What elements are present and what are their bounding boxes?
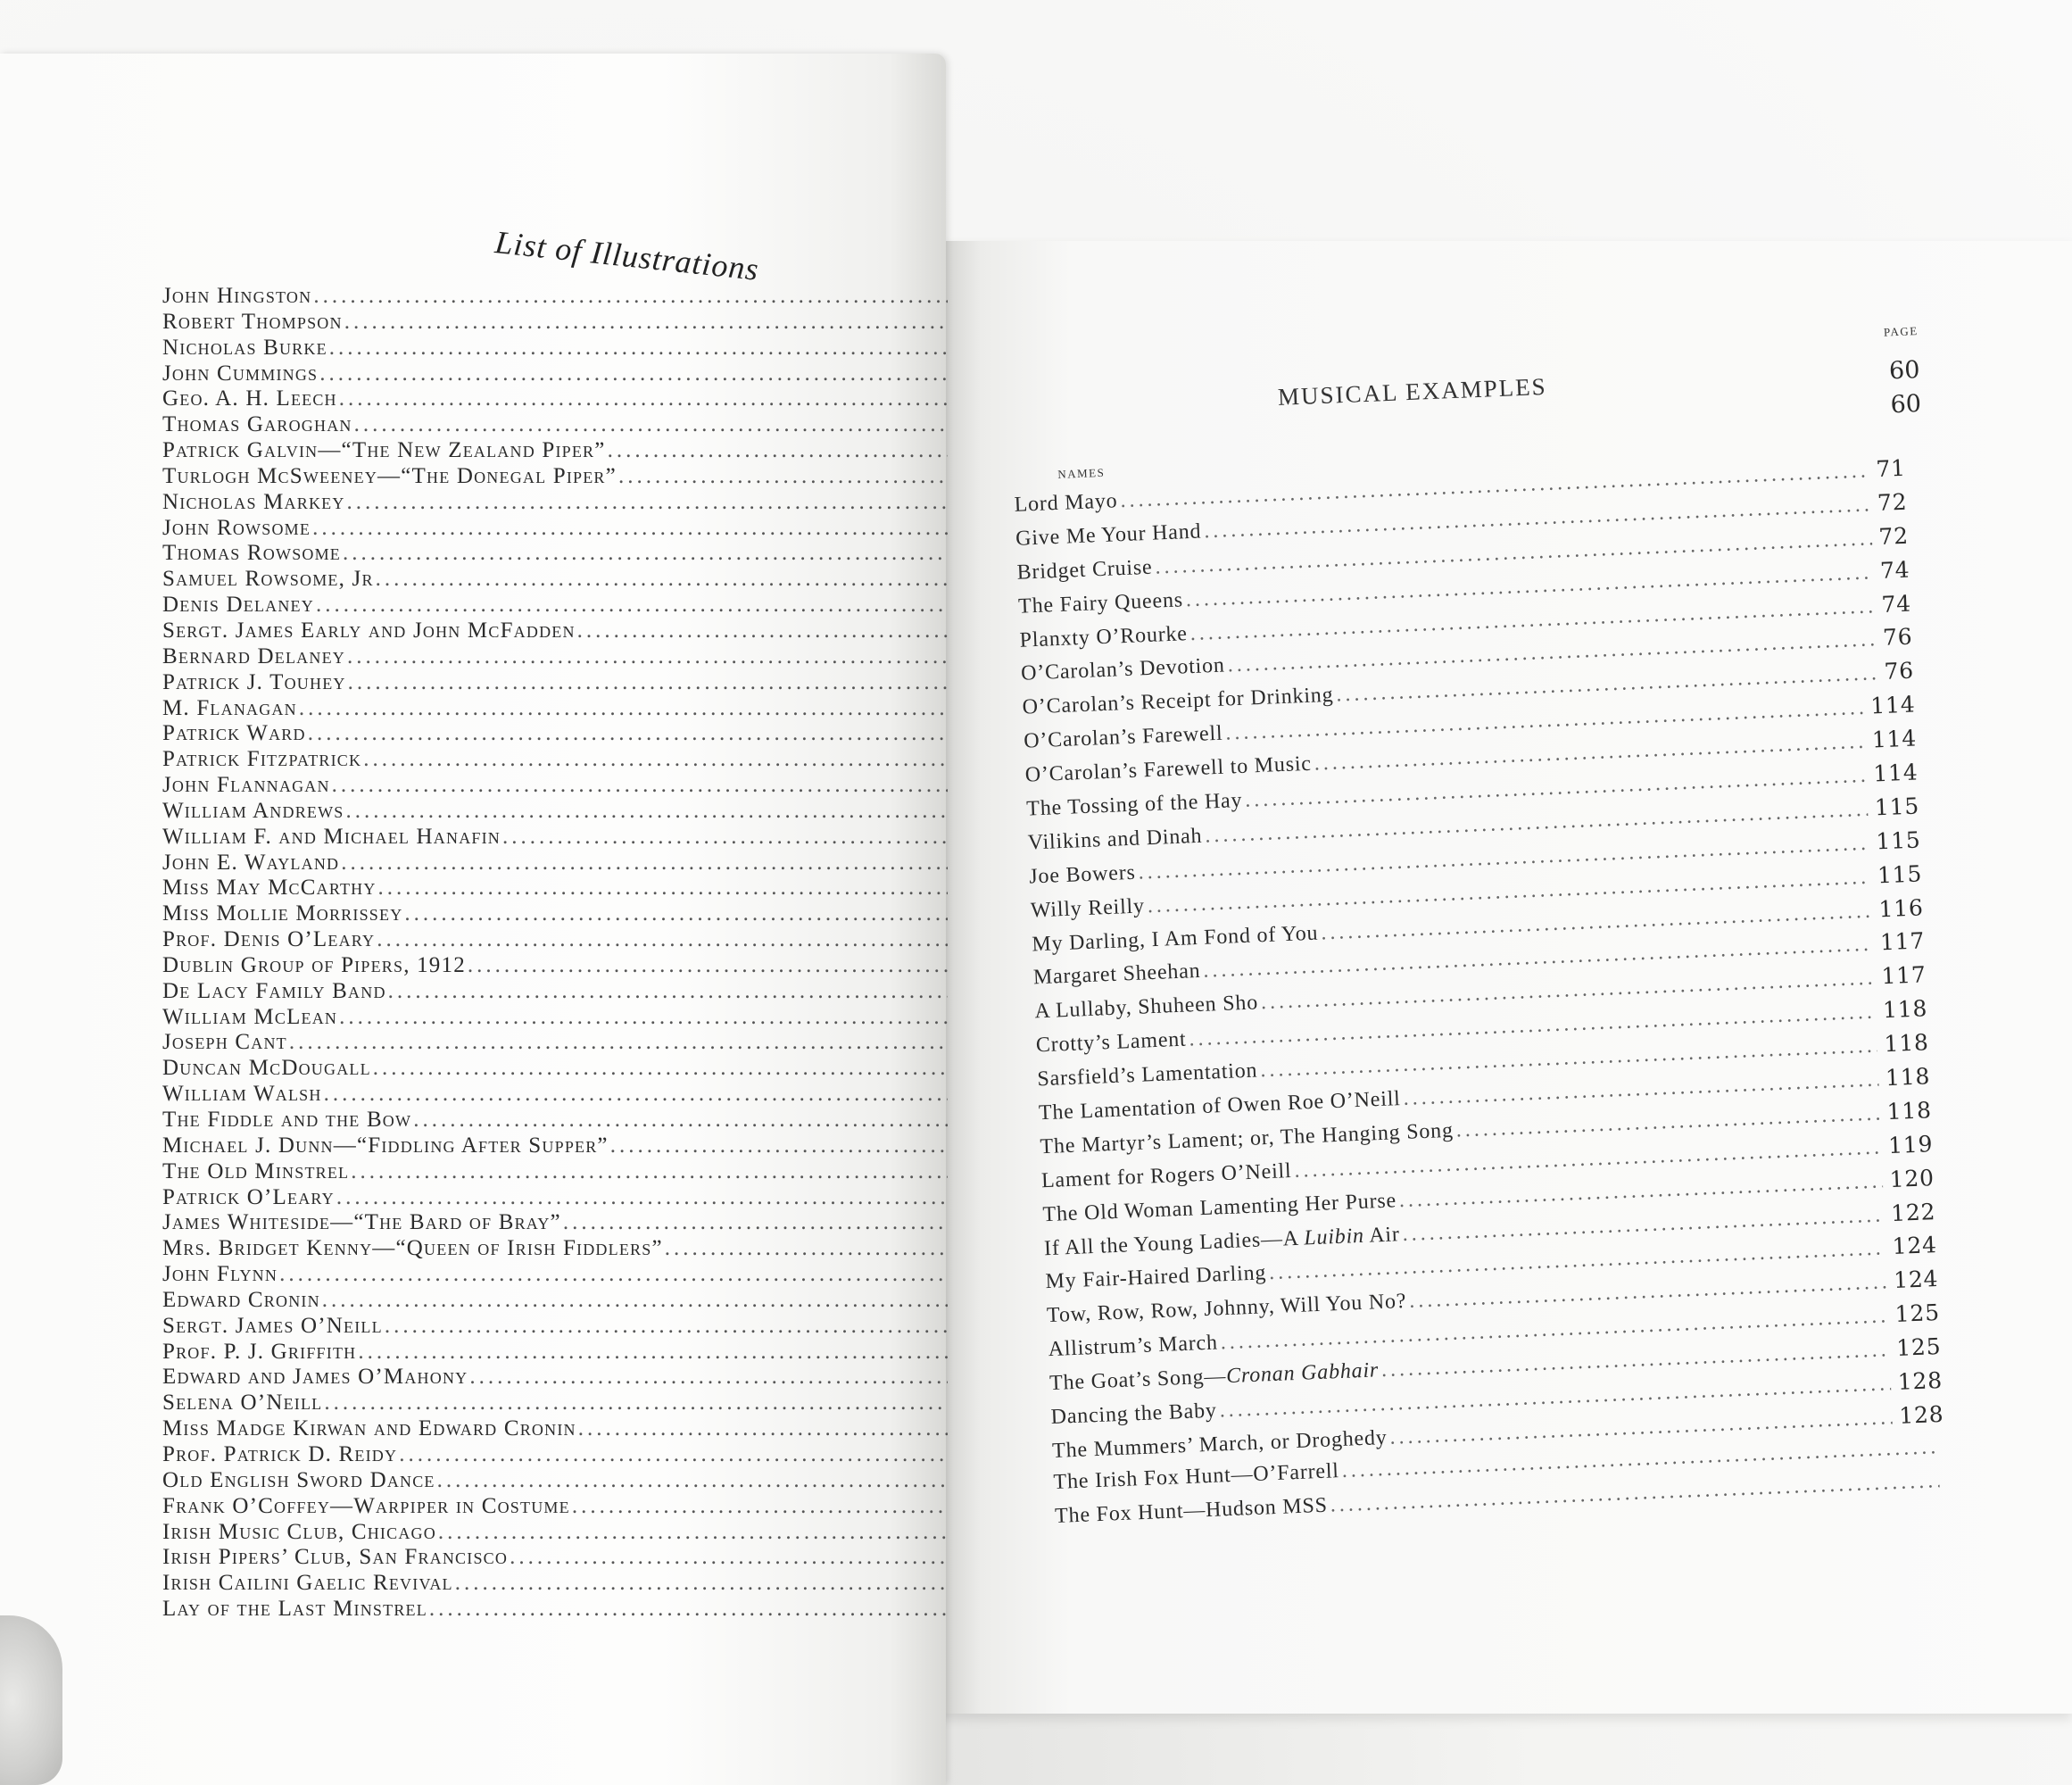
illustration-list-item xyxy=(162,593,948,619)
example-name: Lament for Rogers O’Neill xyxy=(1040,1158,1292,1193)
dot-leader xyxy=(469,1365,948,1390)
dot-leader xyxy=(388,979,948,1004)
example-name: Bridget Cruise xyxy=(1016,555,1153,585)
illustration-name: John Flannagan xyxy=(162,773,330,798)
page-number: 118 xyxy=(1885,1063,1931,1092)
dot-leader xyxy=(665,1236,948,1261)
example-name: Allistrum’s March xyxy=(1048,1331,1219,1362)
illustration-list-item xyxy=(162,541,948,567)
illustration-name: John E. Wayland xyxy=(162,850,340,875)
illustration-list-item xyxy=(162,927,948,953)
illustration-list-item xyxy=(162,619,948,644)
example-name: Dancing the Baby xyxy=(1050,1399,1218,1430)
page-number: 74 xyxy=(1879,556,1910,584)
page-number: 120 xyxy=(1889,1164,1935,1192)
dot-leader xyxy=(322,1288,948,1313)
illustration-list-item xyxy=(162,567,948,593)
example-name: Willy Reilly xyxy=(1030,894,1146,923)
illustration-name: The Old Minstrel xyxy=(162,1158,350,1183)
dot-leader xyxy=(316,593,948,618)
illustration-name: Turlogh McSweeney—“The Donegal Piper” xyxy=(162,463,617,488)
dot-leader xyxy=(376,567,948,592)
page-number: 128 xyxy=(1897,1366,1944,1395)
page-number: 115 xyxy=(1877,860,1923,889)
illustration-name: Irish Music Club, Chicago xyxy=(162,1519,436,1544)
illustration-name: Miss Madge Kirwan and Edward Cronin xyxy=(162,1416,576,1441)
page-number: 117 xyxy=(1880,961,1927,990)
illustration-list-item xyxy=(162,851,948,876)
illustration-list-item xyxy=(162,1597,948,1623)
illustration-list-item xyxy=(162,799,948,825)
illustration-list-item xyxy=(162,1159,948,1185)
illustration-list-item xyxy=(162,438,948,464)
illustration-name: Irish Pipers’ Club, San Francisco xyxy=(162,1545,509,1570)
dot-leader xyxy=(399,1442,948,1467)
dot-leader xyxy=(363,747,948,772)
example-name: The Fox Hunt—Hudson MSS xyxy=(1054,1493,1329,1528)
page-number: 114 xyxy=(1869,691,1917,719)
illustration-list-item xyxy=(162,1030,948,1056)
illustration-name: Patrick Galvin—“The New Zealand Piper” xyxy=(162,438,606,463)
illustration-name: Mrs. Bridget Kenny—“Queen of Irish Fiddlers” xyxy=(162,1236,663,1261)
example-name: O’Carolan’s Farewell to Music xyxy=(1024,751,1313,787)
illustration-list-item xyxy=(162,412,948,438)
illustration-list-item xyxy=(162,1005,948,1031)
example-name: If All the Young Ladies—A Luibin Air xyxy=(1043,1222,1401,1260)
illustration-name: Edward Cronin xyxy=(162,1287,320,1312)
example-name: Lord Mayo xyxy=(1014,489,1118,517)
page-number: 128 xyxy=(1898,1400,1944,1429)
dot-leader xyxy=(468,953,948,978)
dot-leader xyxy=(344,310,948,335)
illustration-name: Sergt. James O’Neill xyxy=(162,1313,383,1338)
illustration-name: John Rowsome xyxy=(162,515,311,540)
illustration-name: William F. and Michael Hanafin xyxy=(162,824,501,849)
illustration-name: Patrick Fitzpatrick xyxy=(162,747,362,772)
illustration-list-item xyxy=(162,721,948,747)
illustration-name: Joseph Cant xyxy=(162,1030,287,1055)
dot-leader xyxy=(577,619,948,643)
dot-leader xyxy=(339,1005,948,1030)
illustration-name: Duncan McDougall xyxy=(162,1056,371,1081)
illustration-name: Thomas Rowsome xyxy=(162,541,342,566)
dot-leader xyxy=(608,438,948,463)
page-number: 71 xyxy=(1875,454,1907,483)
dot-leader xyxy=(324,1391,948,1416)
page-number: 76 xyxy=(1882,624,1913,652)
example-name: Crotty’s Lament xyxy=(1035,1027,1188,1058)
page-number: 119 xyxy=(1887,1130,1934,1158)
illustration-list-item xyxy=(162,1056,948,1082)
dot-leader xyxy=(347,644,948,669)
illustration-name: Sergt. James Early and John McFadden xyxy=(162,618,576,643)
musical-examples-list xyxy=(1014,455,1947,1539)
illustration-list-item xyxy=(162,1236,948,1262)
illustration-name: Old English Sword Dance xyxy=(162,1467,435,1492)
dot-leader xyxy=(455,1571,948,1596)
illustration-list-item xyxy=(162,1442,948,1468)
dot-leader xyxy=(358,1340,948,1365)
illustration-name: Patrick O’Leary xyxy=(162,1184,335,1209)
illustration-name: Patrick J. Touhey xyxy=(162,669,346,694)
page-number: 124 xyxy=(1892,1232,1938,1260)
dot-leader xyxy=(347,490,948,515)
illustration-list-item xyxy=(162,876,948,901)
illustration-name: John Hingston xyxy=(162,284,312,308)
page-number: 114 xyxy=(1872,759,1919,787)
example-name: A Lullaby, Shuheen Sho xyxy=(1033,991,1259,1024)
illustration-list-item xyxy=(162,670,948,696)
dot-leader xyxy=(377,927,948,952)
dot-leader xyxy=(618,464,948,489)
page-number: 118 xyxy=(1883,1029,1930,1058)
illustration-list-item xyxy=(162,773,948,799)
illustration-name: Thomas Garoghan xyxy=(162,412,352,437)
illustration-list-item xyxy=(162,1365,948,1391)
page-number: 125 xyxy=(1895,1333,1942,1362)
illustration-list-item xyxy=(162,747,948,773)
illustration-name: William Andrews xyxy=(162,798,344,823)
illustration-list-item xyxy=(162,361,948,387)
dot-leader xyxy=(324,1082,948,1107)
example-name: The Lamentation of Owen Roe O’Neill xyxy=(1038,1087,1402,1125)
illustration-list-item xyxy=(162,516,948,542)
page-number: 76 xyxy=(1883,657,1915,685)
page-number: 72 xyxy=(1877,522,1910,550)
dot-leader xyxy=(308,721,948,746)
dot-leader xyxy=(572,1494,948,1519)
illustration-list-item xyxy=(162,644,948,670)
example-name: Tow, Row, Row, Johnny, Will You No? xyxy=(1046,1290,1407,1328)
dot-leader xyxy=(346,799,948,824)
illustration-list-item xyxy=(162,953,948,979)
illustration-list-item xyxy=(162,1416,948,1442)
illustration-list-item xyxy=(162,1468,948,1494)
illustration-list-item xyxy=(162,1520,948,1546)
dot-leader xyxy=(289,1030,948,1055)
dot-leader xyxy=(336,1185,948,1210)
dot-leader xyxy=(373,1056,948,1081)
illustration-list-item xyxy=(162,1288,948,1314)
example-name: My Darling, I Am Fond of You xyxy=(1031,921,1319,957)
dot-leader xyxy=(404,901,948,926)
illustration-list-item xyxy=(162,336,948,361)
page-number: 118 xyxy=(1886,1097,1933,1125)
example-name: Vilikins and Dinah xyxy=(1027,824,1203,855)
illustration-list-item xyxy=(162,1340,948,1366)
example-name: O’Carolan’s Receipt for Drinking xyxy=(1022,684,1334,720)
dot-leader xyxy=(329,336,948,361)
illustration-list-item xyxy=(162,901,948,927)
illustration-name: Lay of the Last Minstrel xyxy=(162,1597,427,1622)
example-name: O’Carolan’s Devotion xyxy=(1020,654,1226,686)
dot-leader xyxy=(437,1468,948,1493)
page-number: 125 xyxy=(1894,1299,1941,1328)
illustration-list-item xyxy=(162,1391,948,1416)
dot-leader xyxy=(610,1133,948,1158)
dot-leader xyxy=(339,386,948,411)
page-number: 122 xyxy=(1890,1198,1936,1226)
illustration-list-item xyxy=(162,1210,948,1236)
illustration-list-item xyxy=(162,386,948,412)
illustration-list-item xyxy=(162,1185,948,1211)
page-number: 74 xyxy=(1880,590,1912,618)
page-number: 115 xyxy=(1874,793,1920,821)
names-column-header: names xyxy=(1057,461,1106,482)
dot-leader xyxy=(348,670,948,695)
illustration-name: Michael J. Dunn—“Fiddling After Supper” xyxy=(162,1133,609,1158)
illustration-list-item xyxy=(162,696,948,722)
illustration-name: Nicholas Markey xyxy=(162,489,345,514)
example-name: The Tossing of the Hay xyxy=(1025,788,1243,821)
illustration-list-item xyxy=(162,1545,948,1571)
illustration-list-item xyxy=(162,1571,948,1597)
illustration-list-item xyxy=(162,464,948,490)
illustration-name: Geo. A. H. Leech xyxy=(162,386,337,411)
page-column-header: page xyxy=(1883,320,1919,341)
example-name: Joe Bowers xyxy=(1028,860,1137,889)
illustration-name: James Whiteside—“The Bard of Bray” xyxy=(162,1210,561,1235)
dot-leader xyxy=(351,1159,948,1184)
example-name: Planxty O’Rourke xyxy=(1019,621,1189,652)
illustration-name: Bernard Delaney xyxy=(162,643,345,668)
illustration-name: Frank O’Coffey—Warpiper in Costume xyxy=(162,1493,570,1518)
example-name: The Martyr’s Lament; or, The Hanging Song xyxy=(1040,1118,1455,1159)
example-name: My Fair-Haired Darling xyxy=(1045,1261,1267,1294)
illustration-name: William McLean xyxy=(162,1004,338,1029)
illustration-list-item xyxy=(162,825,948,851)
page-number: 117 xyxy=(1879,927,1926,956)
page-number: 124 xyxy=(1893,1266,1939,1294)
illustration-name: M. Flanagan xyxy=(162,695,297,720)
dot-leader xyxy=(319,361,948,386)
dot-leader xyxy=(385,1314,948,1339)
leading-page-numbers xyxy=(1888,356,1921,425)
dot-leader xyxy=(429,1597,948,1622)
illustration-name: De Lacy Family Band xyxy=(162,978,386,1003)
example-name: The Goat’s Song—Cronan Gabhair xyxy=(1048,1358,1380,1396)
illustration-name: Prof. Patrick D. Reidy xyxy=(162,1441,398,1466)
illustration-list-item xyxy=(162,284,948,310)
illustration-name: Samuel Rowsome, Jr xyxy=(162,567,374,592)
dot-leader xyxy=(279,1262,948,1287)
illustration-name: Patrick Ward xyxy=(162,721,306,746)
illustration-name: Nicholas Burke xyxy=(162,335,327,360)
illustrations-list xyxy=(162,284,948,1623)
page-number: 72 xyxy=(1877,488,1908,516)
dot-leader xyxy=(563,1210,948,1235)
example-name: The Old Woman Lamenting Her Purse xyxy=(1042,1189,1397,1226)
illustration-name: Miss Mollie Morrissey xyxy=(162,901,403,926)
dot-leader xyxy=(510,1545,948,1570)
page-number: 114 xyxy=(1871,725,1918,753)
thumb-holding-page xyxy=(0,1615,62,1785)
illustration-name: Denis Delaney xyxy=(162,593,314,618)
dot-leader xyxy=(343,541,948,566)
illustration-name: John Flynn xyxy=(162,1262,278,1287)
page-number: 60 xyxy=(1888,356,1921,386)
example-name: The Irish Fox Hunt—O’Farrell xyxy=(1053,1458,1340,1494)
dot-leader xyxy=(413,1108,948,1133)
illustration-name: John Cummings xyxy=(162,361,319,386)
page-number: 115 xyxy=(1875,826,1922,855)
example-name: Margaret Sheehan xyxy=(1032,959,1201,990)
illustration-name: Edward and James O’Mahony xyxy=(162,1365,468,1390)
illustration-list-item xyxy=(162,310,948,336)
illustration-list-item xyxy=(162,490,948,516)
illustration-list-item xyxy=(162,1314,948,1340)
example-name: Sarsfield’s Lamentation xyxy=(1036,1059,1258,1092)
illustration-name: The Fiddle and the Bow xyxy=(162,1108,412,1132)
dot-leader xyxy=(313,284,948,309)
illustration-list-item xyxy=(162,1108,948,1133)
illustration-name: Prof. Denis O’Leary xyxy=(162,927,376,952)
page-number: 118 xyxy=(1882,995,1928,1024)
illustration-name: Miss May McCarthy xyxy=(162,876,377,901)
dot-leader xyxy=(312,516,948,541)
dot-leader xyxy=(438,1520,948,1545)
illustration-name: Dublin Group of Pipers, 1912 xyxy=(162,952,466,977)
illustration-name: Selena O’Neill xyxy=(162,1391,323,1416)
dot-leader xyxy=(502,825,948,850)
example-name: The Fairy Queens xyxy=(1017,588,1184,619)
illustration-list-item xyxy=(162,1082,948,1108)
illustration-name: Irish Cailini Gaelic Revival xyxy=(162,1571,453,1596)
example-name: Give Me Your Hand xyxy=(1015,519,1202,551)
dot-leader xyxy=(341,851,948,876)
dot-leader xyxy=(354,412,948,437)
section-title: MUSICAL EXAMPLES xyxy=(1277,372,1548,411)
illustration-name: William Walsh xyxy=(162,1082,322,1107)
illustration-list-item xyxy=(162,1494,948,1520)
page-title: List of Illustrations xyxy=(493,224,761,287)
dot-leader xyxy=(378,876,948,901)
page-number: 116 xyxy=(1877,893,1925,922)
illustration-list-item xyxy=(162,979,948,1005)
dot-leader xyxy=(578,1416,948,1441)
example-name: O’Carolan’s Farewell xyxy=(1023,721,1223,753)
dot-leader xyxy=(332,773,948,798)
illustration-name: Robert Thompson xyxy=(162,309,343,334)
page-number: 60 xyxy=(1889,389,1922,419)
illustration-list-item xyxy=(162,1133,948,1159)
dot-leader xyxy=(299,696,948,721)
example-name: The Mummers’ March, or Droghedy xyxy=(1051,1425,1388,1463)
illustration-list-item xyxy=(162,1262,948,1288)
illustration-name: Prof. P. J. Griffith xyxy=(162,1339,357,1364)
